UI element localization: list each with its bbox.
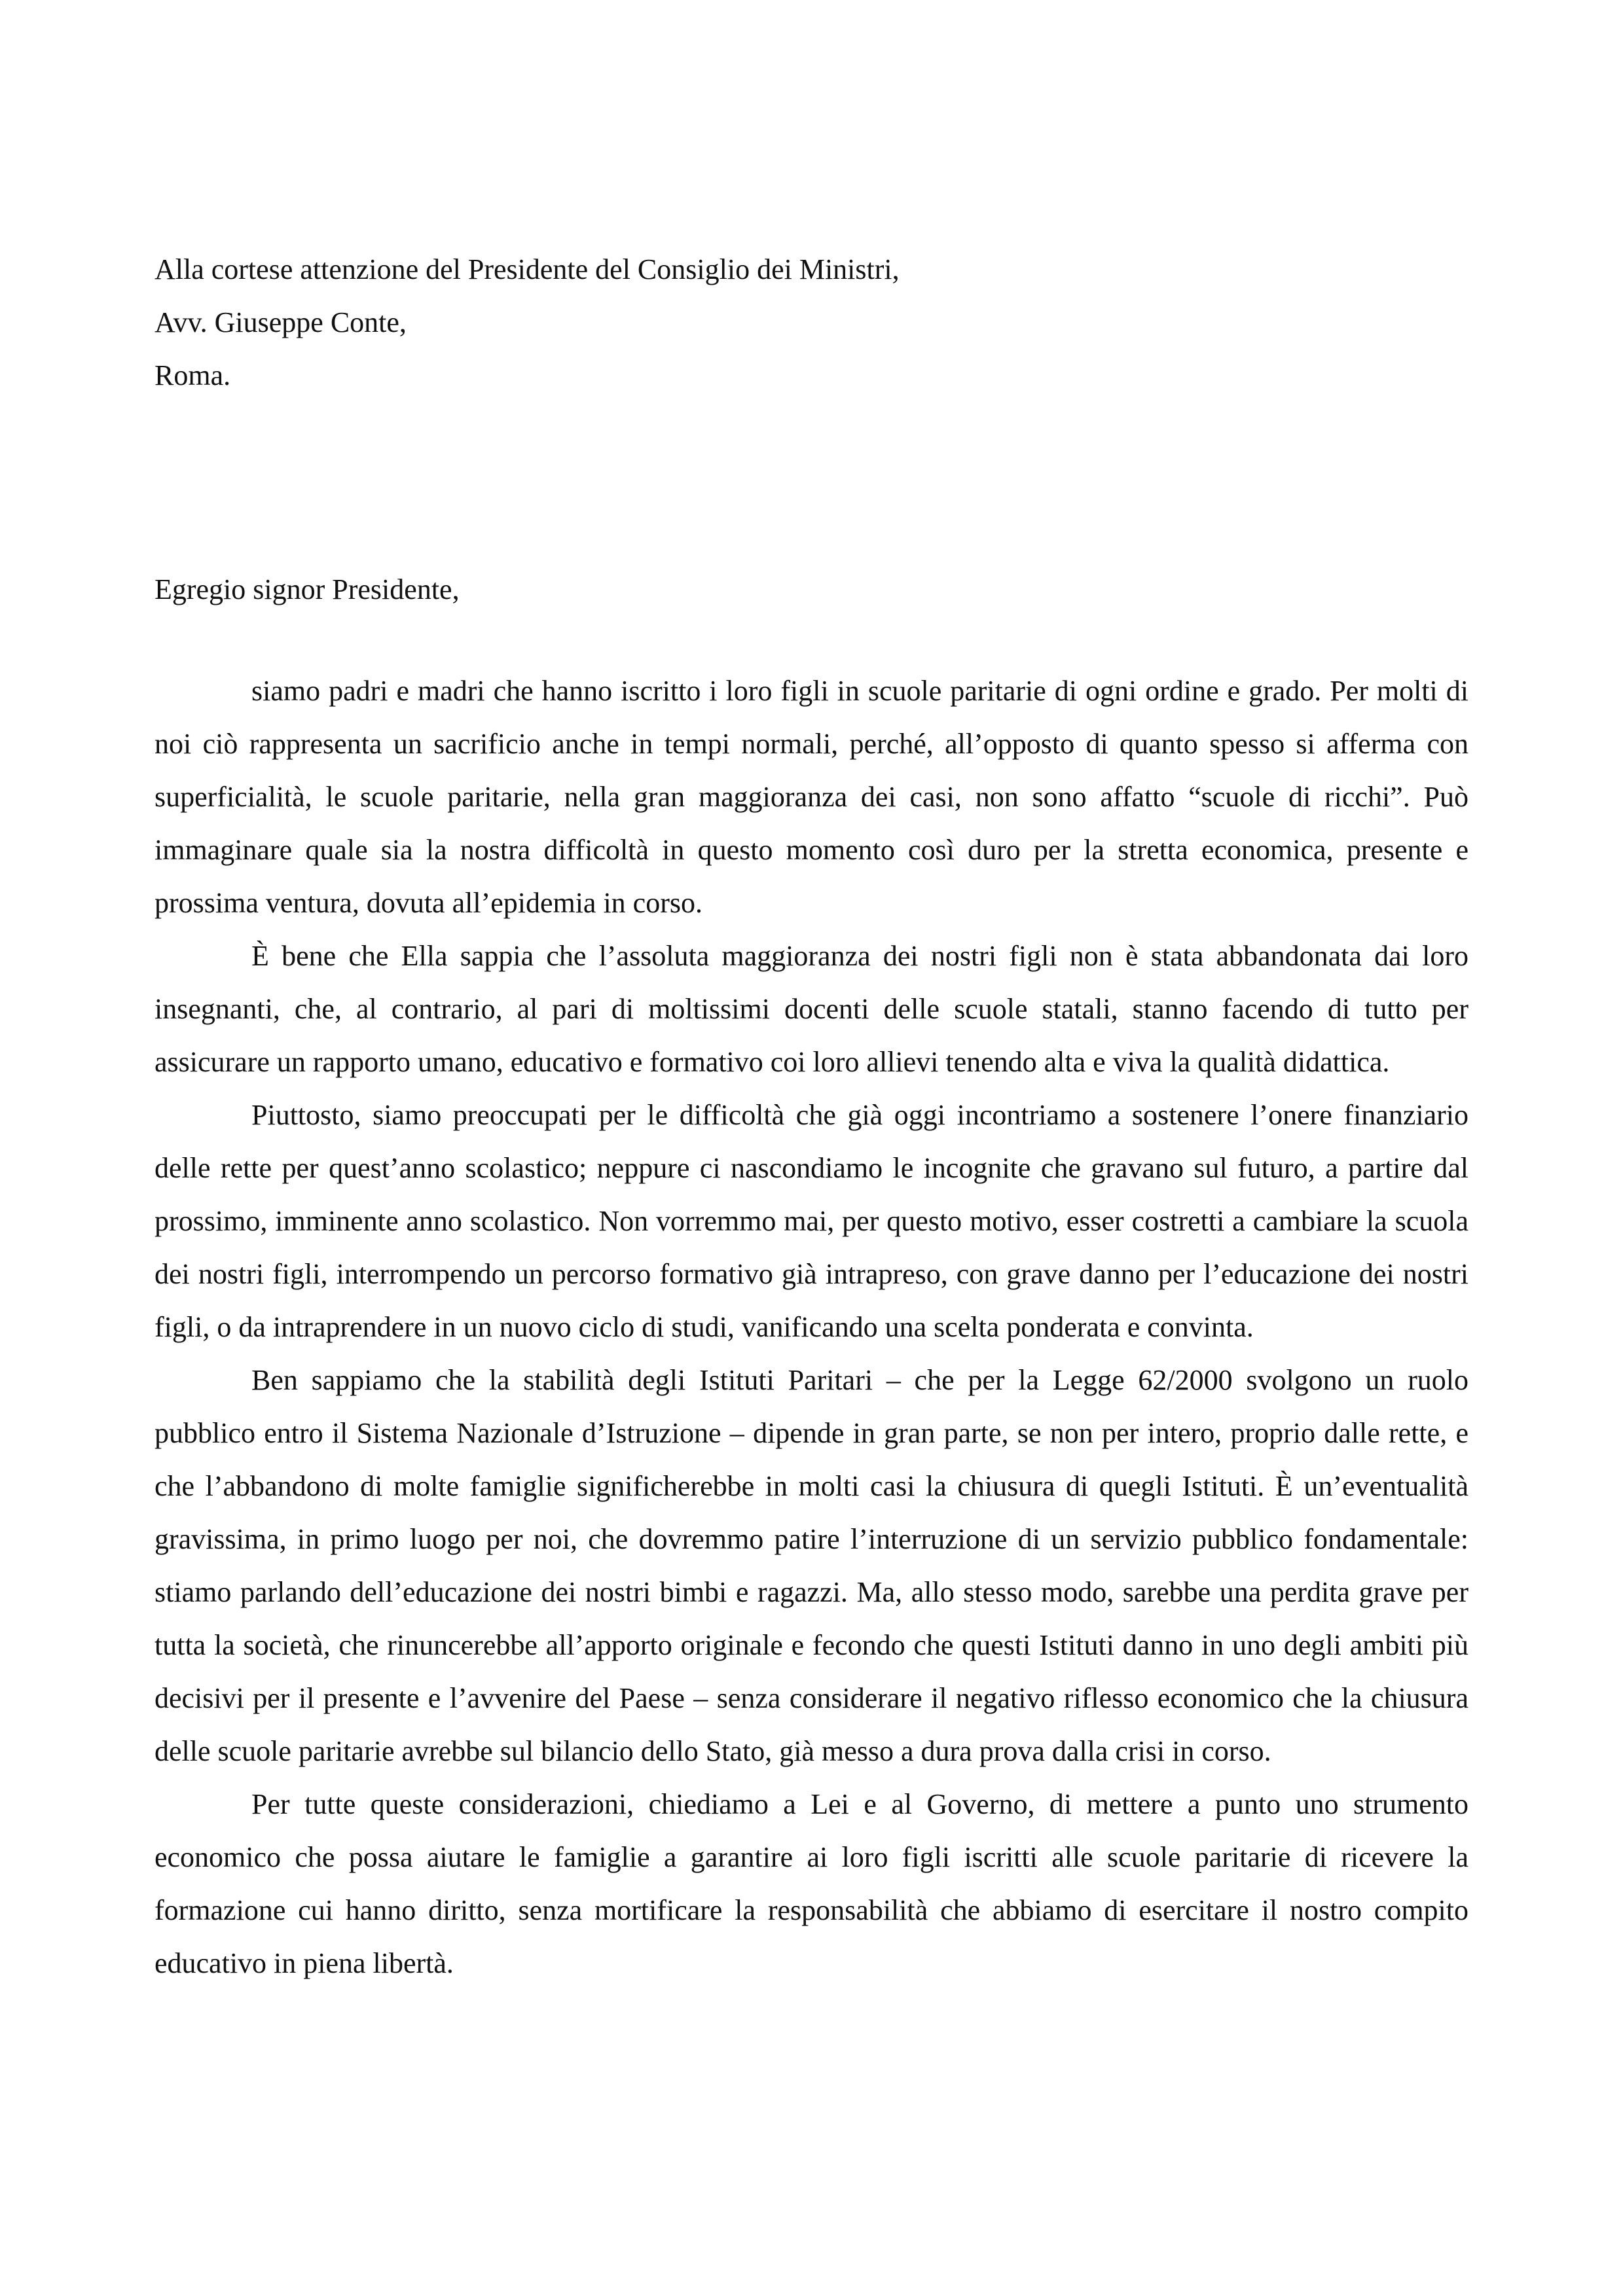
paragraph-1: siamo padri e madri che hanno iscritto i loro figli in scuole paritarie di ogni ordine e grado. Per molti di noi ciò rappresenta un sacrificio anche in tempi normali, perché, all’opposto di quanto spesso si afferma con superficialità, le scuole paritarie, nella gran maggioranza dei casi, non sono affatto “scuole di ricchi”. Può immaginare quale sia la nostra difficoltà in questo momento così duro per la stretta economica, presente e prossima ventura, dovuta all’epidemia in corso. [155, 675, 1468, 919]
paragraph-2: È bene che Ella sappia che l’assoluta maggioranza dei nostri figli non è stata abbandonata dai loro insegnanti, che, al contrario, al pari di moltissimi docenti delle scuole statali, stanno facendo di tutto per assicurare un rapporto umano, educativo e formativo coi loro allievi tenendo alta e viva la qualità didattica. [155, 940, 1468, 1078]
paragraph-4: Ben sappiamo che la stabilità degli Istituti Paritari – che per la Legge 62/2000 svolgono un ruolo pubblico entro il Sistema Nazionale d’Istruzione – dipende in gran parte, se non per intero, proprio dalle rette, e che l’abbandono di molte famiglie significherebbe in molti casi la chiusura di quegli Istituti. È un’eventualità gravissima, in primo luogo per noi, che dovremmo patire l’interruzione di un servizio pubblico fondamentale: stiamo parlando dell’educazione dei nostri bimbi e ragazzi. Ma, allo stesso modo, sarebbe una perdita grave per tutta la società, che rinuncerebbe all’apporto originale e fecondo che questi Istituti danno in uno degli ambiti più decisivi per il presente e l’avvenire del Paese – senza considerare il negativo riflesso economico che la chiusura delle scuole paritarie avrebbe sul bilancio dello Stato, già messo a dura prova dalla crisi in corso. [155, 1364, 1468, 1767]
address-line-name: Avv. Giuseppe Conte, [155, 306, 407, 338]
salutation: Egregio signor Presidente, [155, 573, 460, 605]
paragraph-3: Piuttosto, siamo preoccupati per le difficoltà che già oggi incontriamo a sostenere l’onere finanziario delle rette per quest’anno scolastico; neppure ci nascondiamo le incognite che gravano sul futuro, a partire dal prossimo, imminente anno scolastico. Non vorremmo mai, per questo motivo, esser costretti a cambiare la scuola dei nostri figli, interrompendo un percorso formativo già intrapreso, con grave danno per l’educazione dei nostri figli, o da intraprendere in un nuovo ciclo di studi, vanificando una scelta ponderata e convinta. [155, 1099, 1468, 1343]
paragraph-5: Per tutte queste considerazioni, chiediamo a Lei e al Governo, di mettere a punto uno strumento economico che possa aiutare le famiglie a garantire ai loro figli iscritti alle scuole paritarie di ricevere la formazione cui hanno diritto, senza mortificare la responsabilità che abbiamo di esercitare il nostro compito educativo in piena libertà. [155, 1788, 1468, 1979]
address-line-recipient: Alla cortese attenzione del Presidente del Consiglio dei Ministri, [155, 253, 900, 285]
address-line-city: Roma. [155, 359, 231, 391]
letter-body [155, 664, 1468, 1990]
recipient-address [155, 243, 1464, 402]
